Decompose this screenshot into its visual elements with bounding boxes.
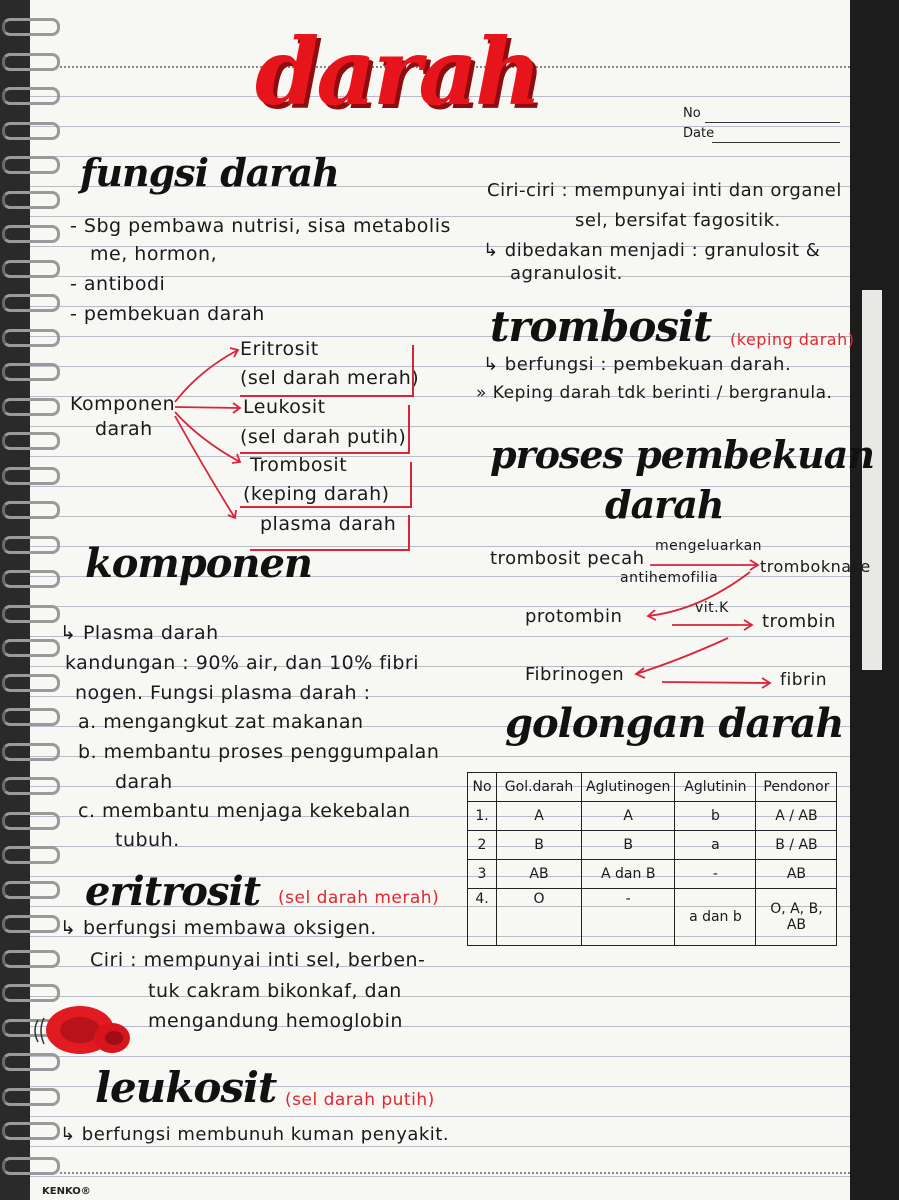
col-no: No [468,773,497,802]
table-row [468,860,837,889]
eritrosit-desc: (sel darah merah) [240,367,420,389]
spiral-ring [2,294,60,312]
col-aglutinin: Aglutinin [675,773,756,802]
table-cell: A / AB [756,802,837,831]
table-cell: a dan b [675,889,756,946]
table-cell: 4. [468,889,497,946]
spiral-ring [2,501,60,519]
table-cell: B [582,831,675,860]
eritrosit-subtitle: (sel darah merah) [278,888,440,908]
brand-label: KENKO® [42,1186,91,1197]
trombosit-line-2: » Keping darah tdk berinti / bergranula. [476,383,833,403]
table-cell: AB [497,860,582,889]
table-row [468,802,837,831]
table-row [468,831,837,860]
ciri-line-4: agranulosit. [510,263,623,284]
spiral-ring [2,329,60,347]
eritrosit-name: Eritrosit [240,338,319,360]
komponen-line-1: ↳ Plasma darah [60,622,219,644]
fungsi-line-4: - pembekuan darah [70,303,265,325]
proses-heading-line-1: proses pembekuan [490,432,875,477]
flow-arrows [600,550,780,695]
flow-protombin: protombin [525,606,623,627]
trombosit-bracket [240,462,412,508]
fungsi-line-1: - Sbg pembawa nutrisi, sisa metabolis [70,215,451,237]
spiral-ring [2,1122,60,1140]
table-cell: O, A, B, AB [756,889,837,946]
flow-tromboknase: tromboknase [760,557,871,576]
spiral-ring [2,432,60,450]
spiral-ring [2,225,60,243]
spiral-ring [2,605,60,623]
leukosit-subtitle: (sel darah putih) [285,1090,435,1110]
table-cell: AB [756,860,837,889]
leukosit-line-1: ↳ berfungsi membunuh kuman penyakit. [60,1124,450,1145]
komponen-arrows [160,330,260,540]
komponen-line-4: a. mengangkut zat makanan [78,711,364,733]
date-label: Date [683,126,715,141]
spiral-ring [2,260,60,278]
ciri-line-3: ↳ dibedakan menjadi : granulosit & [483,240,821,261]
spiral-ring [2,122,60,140]
trombosit-desc: (keping darah) [243,483,390,505]
komponen-line-8: tubuh. [115,829,180,851]
table-cell: a [675,831,756,860]
table-cell: A [497,802,582,831]
spiral-ring [2,708,60,726]
leukosit-desc: (sel darah putih) [240,426,407,448]
spiral-ring [2,363,60,381]
flow-trombosit-pecah: trombosit pecah [490,548,645,569]
spiral-ring [2,53,60,71]
leukosit-bracket [240,405,410,454]
page-title: darah [255,18,539,126]
komponen-line-6: darah [115,771,173,793]
table-cell: A dan B [582,860,675,889]
spiral-ring [2,156,60,174]
spiral-ring [2,467,60,485]
spiral-ring [2,1088,60,1106]
red-blood-cell-drawing [30,1000,135,1060]
spiral-ring [2,639,60,657]
plasma-name: plasma darah [260,513,397,535]
flow-fibrinogen: Fibrinogen [525,664,625,685]
komponen-line-2: kandungan : 90% air, dan 10% fibri [65,652,419,674]
table-cell: B [497,831,582,860]
komponen-line-3: nogen. Fungsi plasma darah : [75,682,371,704]
fungsi-heading: fungsi darah [80,150,339,195]
flow-antihemofilia: antihemofilia [620,570,719,586]
komponen-root-line-2: darah [95,418,153,440]
leukosit-name: Leukosit [243,396,326,418]
no-label: No [683,106,701,121]
komponen-line-5: b. membantu proses penggumpalan [78,741,440,763]
table-cell: O [497,889,582,946]
eritrosit-bracket [240,345,414,397]
flow-mengeluarkan: mengeluarkan [655,538,763,554]
eritrosit-line-4: mengandung hemoglobin [148,1010,403,1032]
spiral-ring [2,743,60,761]
bottom-dotted-line [60,1172,850,1174]
spiral-ring [2,915,60,933]
spiral-ring [2,777,60,795]
table-cell: B / AB [756,831,837,860]
ciri-line-2: sel, bersifat fagositik. [575,210,781,231]
col-gol-darah: Gol.darah [497,773,582,802]
eritrosit-heading: eritrosit [85,868,261,915]
eritrosit-line-3: tuk cakram bikonkaf, dan [148,980,402,1002]
date-underline [712,142,840,143]
col-aglutinogen: Aglutinogen [582,773,675,802]
spiral-ring [2,191,60,209]
golongan-heading: golongan darah [505,700,844,747]
flow-trombin: trombin [762,611,836,632]
eritrosit-line-1: ↳ berfungsi membawa oksigen. [60,917,377,939]
ciri-line-1: Ciri-ciri : mempunyai inti dan organel [487,180,842,201]
spiral-ring [2,87,60,105]
trombosit-heading: trombosit [490,302,712,351]
spiral-ring [2,674,60,692]
table-cell: 1. [468,802,497,831]
table-cell: 3 [468,860,497,889]
spiral-ring [2,570,60,588]
spiral-ring [2,950,60,968]
flow-vitk: vit.K [695,600,729,616]
eritrosit-line-2: Ciri : mempunyai inti sel, berben- [90,949,426,971]
proses-heading-line-2: darah [605,482,724,527]
spiral-ring [2,881,60,899]
golongan-table [467,772,837,946]
table-cell: A [582,802,675,831]
fungsi-line-3: - antibodi [70,273,166,295]
spiral-ring [2,18,60,36]
table-cell: - [582,889,675,946]
spiral-ring [2,846,60,864]
table-header-row [468,773,837,802]
spiral-ring [2,1157,60,1175]
trombosit-subtitle: (keping darah) [730,330,855,349]
spiral-ring [2,398,60,416]
table-cell: b [675,802,756,831]
komponen-root-line-1: Komponen [70,393,176,415]
spiral-ring [2,812,60,830]
komponen-line-7: c. membantu menjaga kekebalan [78,800,411,822]
spiral-ring [2,536,60,554]
flow-fibrin: fibrin [780,670,827,690]
table-cell: 2 [468,831,497,860]
table-cell: - [675,860,756,889]
leukosit-heading: leukosit [95,1063,277,1112]
underlying-page [862,290,882,670]
no-underline [705,122,840,123]
komponen-heading: komponen [85,540,312,587]
trombosit-line-1: ↳ berfungsi : pembekuan darah. [483,354,792,375]
table-row [468,889,837,946]
fungsi-line-2: me, hormon, [90,243,218,265]
trombosit-name: Trombosit [250,454,348,476]
col-pendonor: Pendonor [756,773,837,802]
